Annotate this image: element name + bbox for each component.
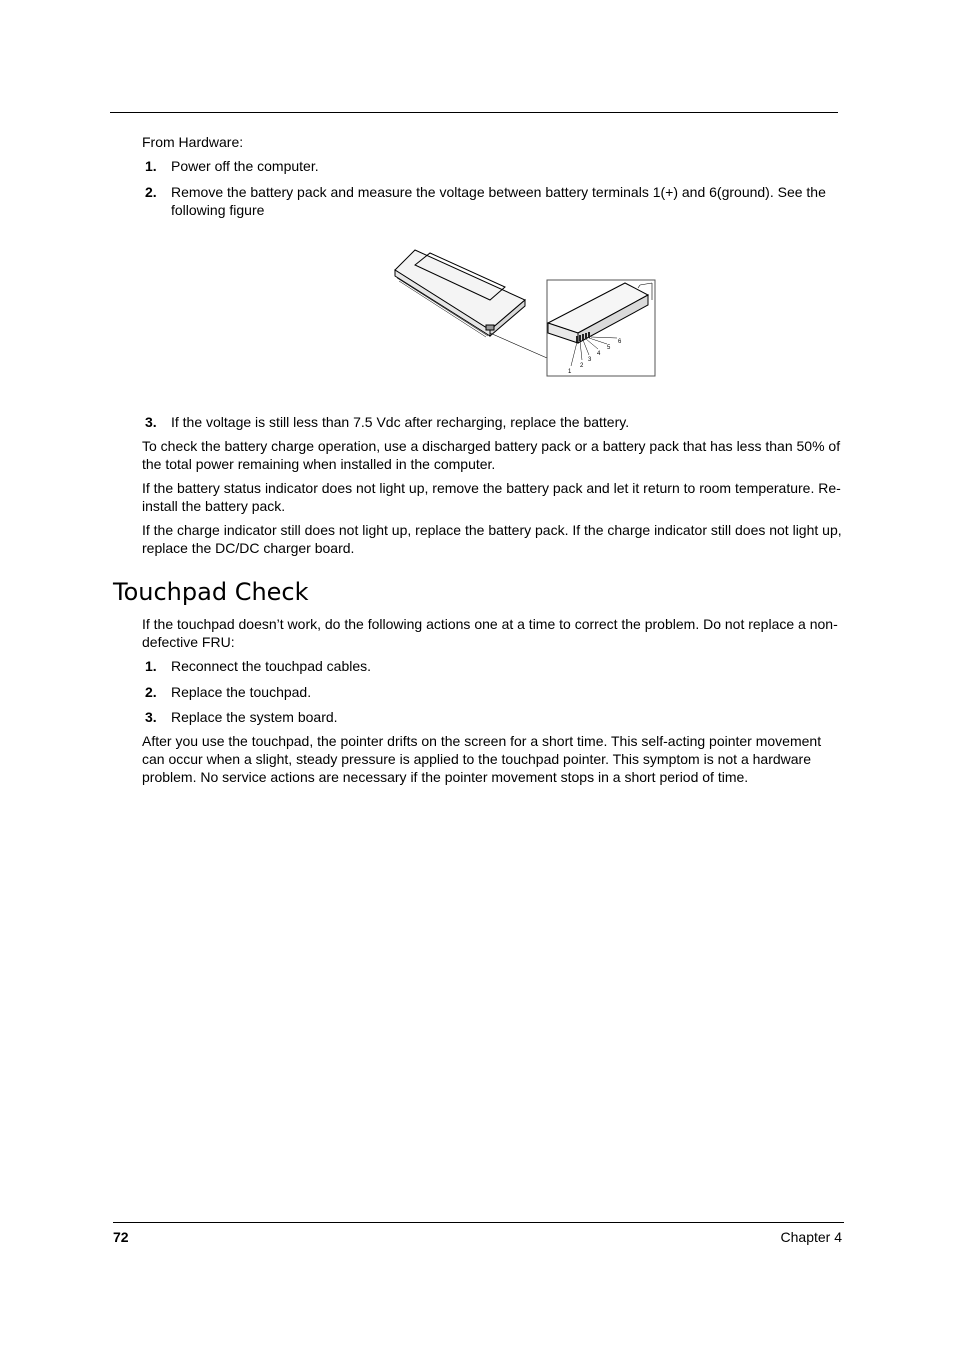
list-number: 2. xyxy=(145,184,157,200)
terminal-label-3: 3 xyxy=(588,357,592,363)
paragraph: If the battery status indicator does not light up, remove the battery pack and let it return to room temperature. Re-install the battery pack. xyxy=(142,480,841,514)
terminal-label-6: 6 xyxy=(618,339,622,345)
terminal-label-2: 2 xyxy=(580,363,584,369)
chapter-label: Chapter 4 xyxy=(780,1229,842,1245)
list-item xyxy=(142,157,842,175)
list-text: Replace the system board. xyxy=(171,709,338,725)
list-text: Power off the computer. xyxy=(171,158,319,174)
list-number: 1. xyxy=(145,658,157,674)
list-item xyxy=(142,683,842,701)
paragraph: After you use the touchpad, the pointer drifts on the screen for a short time. This self-acting pointer movement can occur when a slight, steady pressure is applied to the touchpad pointer. This symptom is not a hardware problem. No service actions are necessary if the pointer movement stops in a short period of time. xyxy=(142,733,822,785)
list-item xyxy=(142,657,842,675)
list-text: If the voltage is still less than 7.5 Vdc after recharging, replace the battery. xyxy=(171,414,630,430)
list-text: Reconnect the touchpad cables. xyxy=(171,658,372,674)
page-number: 72 xyxy=(113,1229,129,1245)
list-item xyxy=(142,183,842,219)
intro-text: From Hardware: xyxy=(142,134,244,150)
list-item xyxy=(142,708,842,726)
section-title: Touchpad Check xyxy=(113,578,309,606)
footer-rule xyxy=(113,1222,844,1223)
list-number: 3. xyxy=(145,709,157,725)
header-rule xyxy=(110,112,838,113)
battery-pack-drawing xyxy=(395,250,547,358)
list-text: Replace the touchpad. xyxy=(171,684,312,700)
list-item xyxy=(142,413,842,431)
terminal-label-1: 1 xyxy=(568,369,572,375)
list-text: Remove the battery pack and measure the voltage between battery terminals 1(+) and 6(ground). See the following figure xyxy=(171,184,826,218)
terminal-label-4: 4 xyxy=(597,351,601,357)
list-number: 3. xyxy=(145,414,157,430)
battery-terminal-figure xyxy=(390,245,660,380)
list-number: 2. xyxy=(145,684,157,700)
list-number: 1. xyxy=(145,158,157,174)
paragraph: If the touchpad doesn’t work, do the following actions one at a time to correct the problem. Do not replace a non-defective FRU: xyxy=(142,616,838,650)
paragraph: If the charge indicator still does not light up, replace the battery pack. If the charge indicator still does not light up, replace the DC/DC charger board. xyxy=(142,522,842,556)
terminal-label-5: 5 xyxy=(607,345,611,351)
paragraph: To check the battery charge operation, use a discharged battery pack or a battery pack that has less than 50% of the total power remaining when installed in the computer. xyxy=(142,438,841,472)
